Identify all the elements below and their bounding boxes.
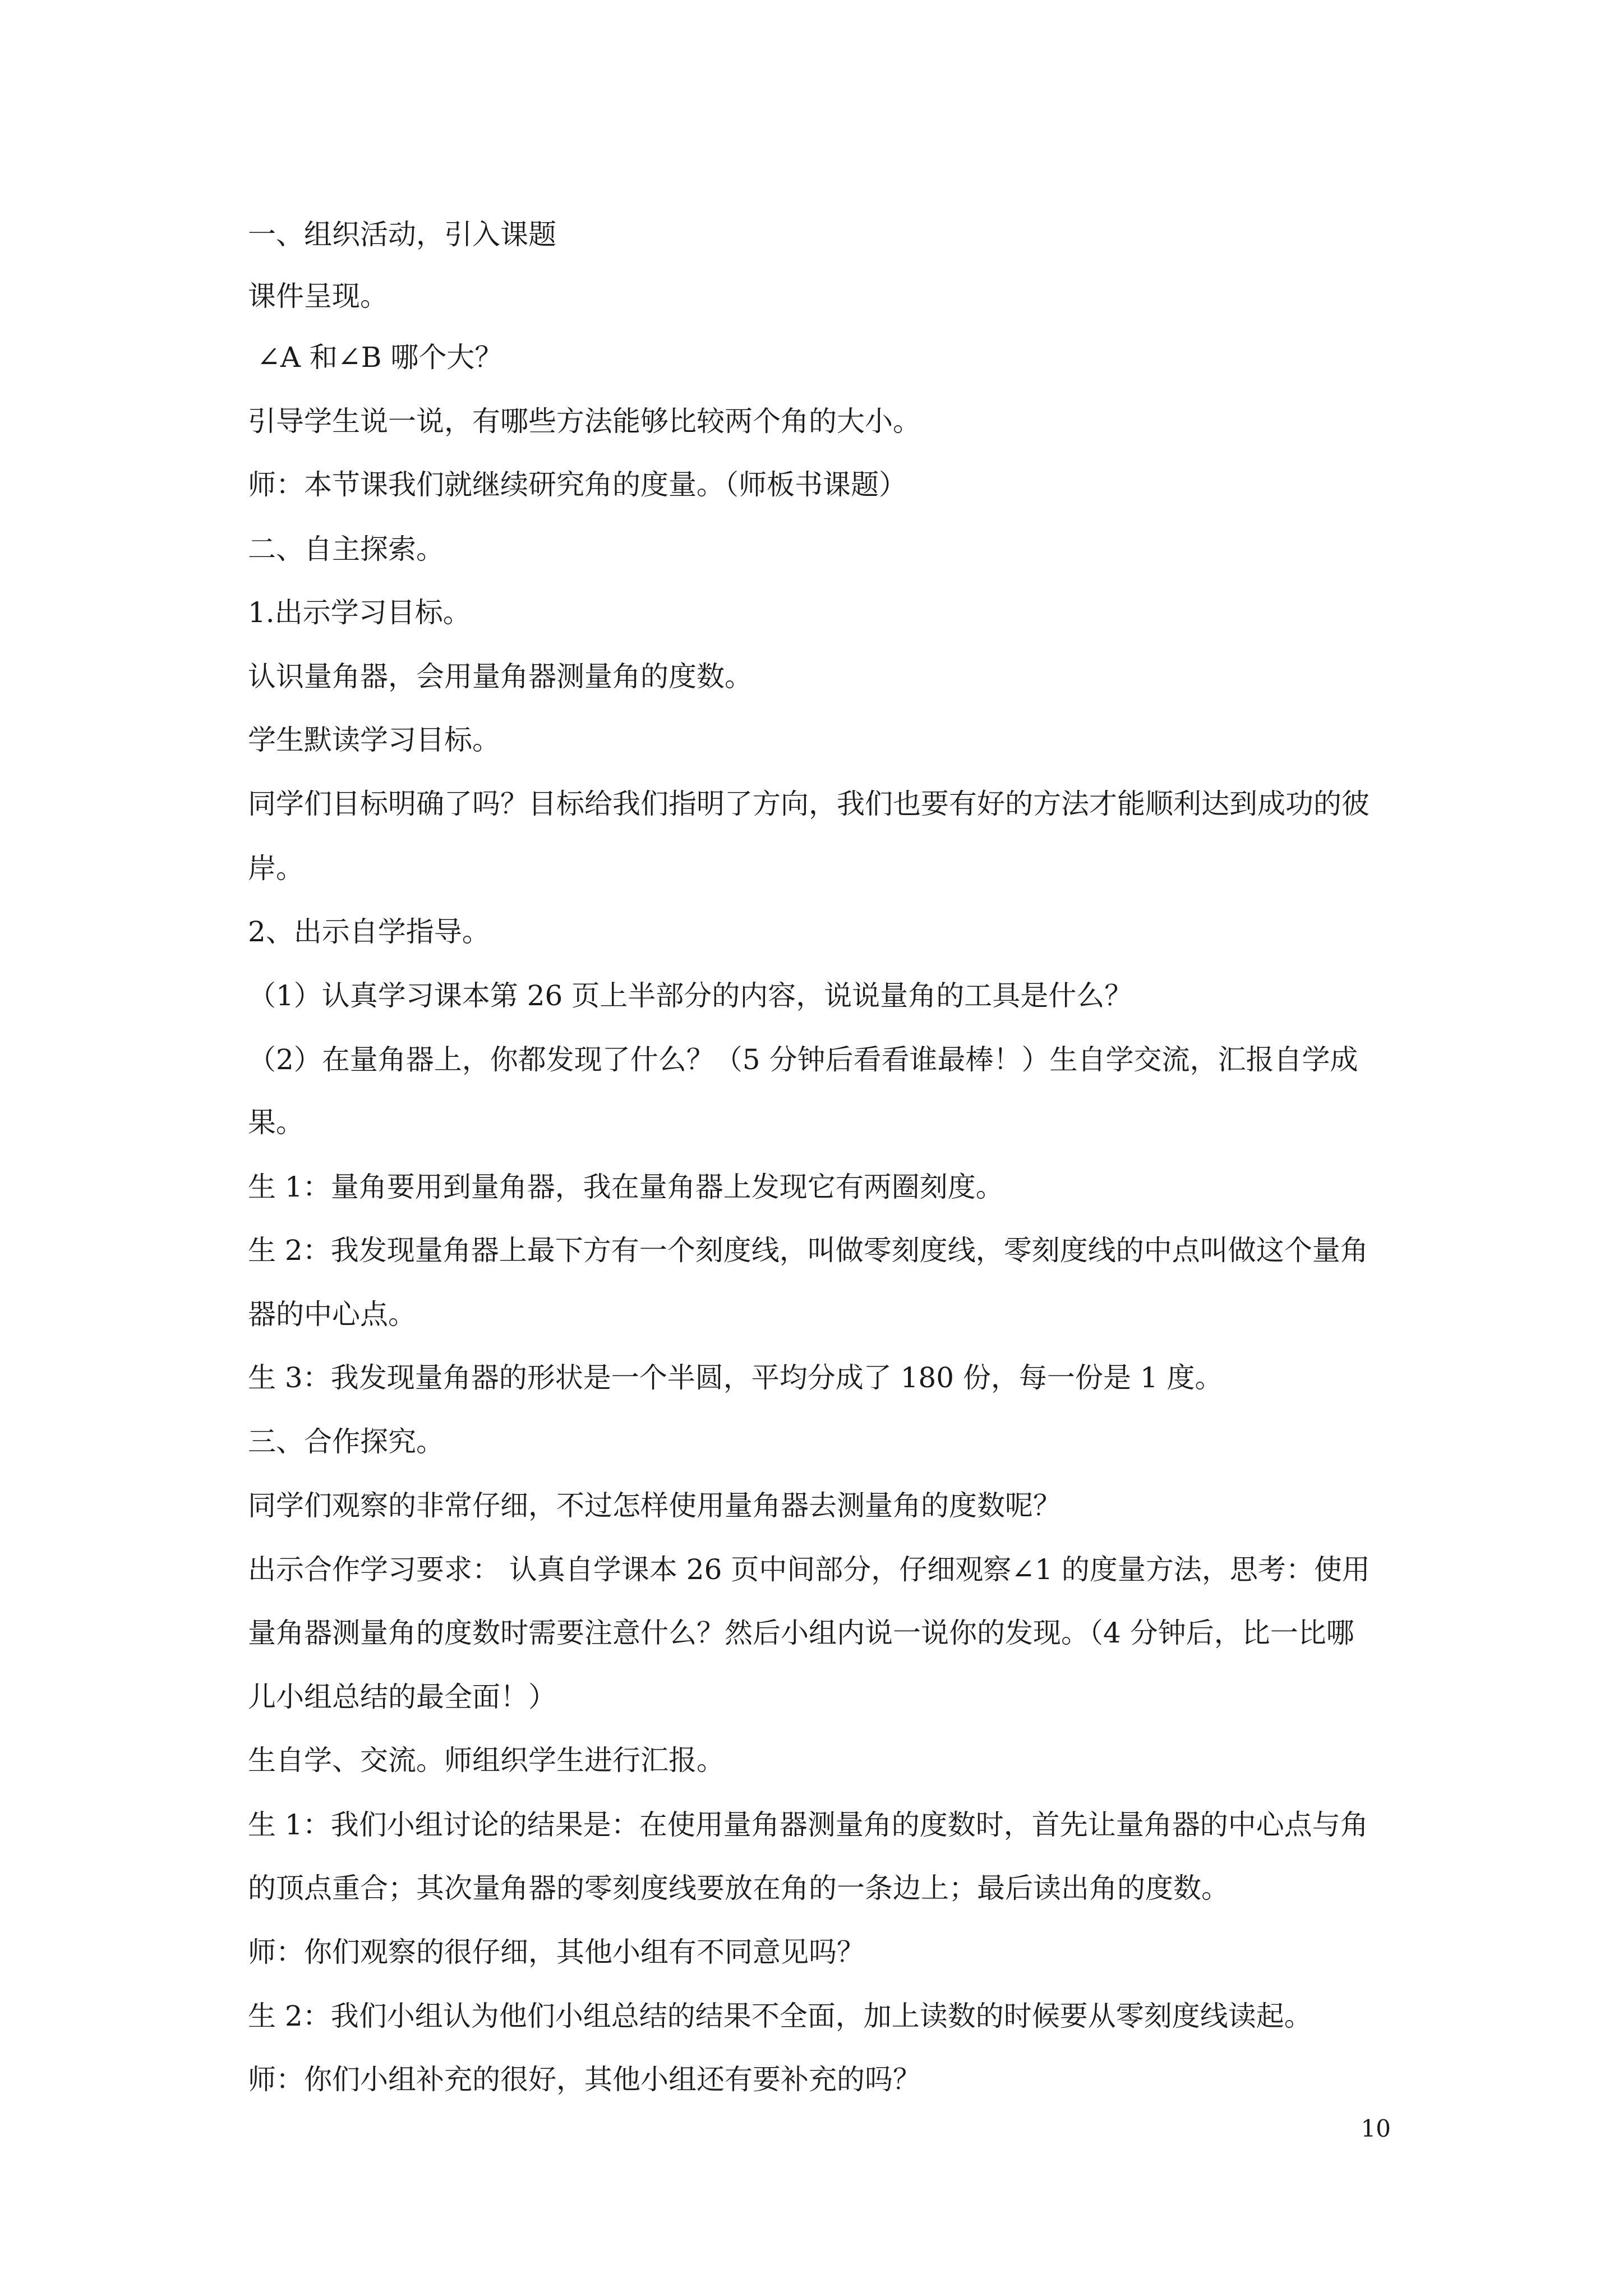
paragraph-line: 果。: [248, 1106, 304, 1139]
section-heading-3: 三、合作探究。: [248, 1425, 444, 1458]
paragraph-line: 生 1：我们小组讨论的结果是：在使用量角器测量角的度数时，首先让量角器的中心点与角: [248, 1809, 1368, 1841]
paragraph-line: 生 1：量角要用到量角器，我在量角器上发现它有两圈刻度。: [248, 1171, 1004, 1203]
paragraph-line: 儿小组总结的最全面！）: [248, 1681, 556, 1713]
paragraph-line: 生 3：我发现量角器的形状是一个半圆，平均分成了 180 份，每一份是 1 度。: [248, 1361, 1223, 1394]
paragraph-line: 器的中心点。: [248, 1298, 416, 1331]
paragraph-line: 岸。: [248, 852, 304, 885]
paragraph-line: 认识量角器，会用量角器测量角的度数。: [248, 660, 753, 693]
paragraph-line: 同学们目标明确了吗？目标给我们指明了方向，我们也要有好的方法才能顺利达到成功的彼: [248, 788, 1370, 820]
section-heading-1: 一、组织活动，引入课题: [248, 218, 556, 251]
paragraph-line: 师：你们小组补充的很好，其他小组还有要补充的吗？: [248, 2063, 921, 2096]
paragraph-line: 课件呈现。: [248, 280, 388, 312]
paragraph-line: ∠A 和∠B 哪个大？: [257, 341, 503, 374]
paragraph-line: 的顶点重合；其次量角器的零刻度线要放在角的一条边上；最后读出角的度数。: [248, 1872, 1229, 1904]
paragraph-line: 学生默读学习目标。: [248, 724, 500, 756]
paragraph-line: 2、出示自学指导。: [248, 915, 490, 948]
paragraph-line: 量角器测量角的度数时需要注意什么？然后小组内说一说你的发现。（4 分钟后，比一比哪: [248, 1617, 1354, 1649]
paragraph-line: 1.出示学习目标。: [248, 596, 471, 629]
paragraph-line: 生自学、交流。师组织学生进行汇报。: [248, 1744, 725, 1777]
paragraph-line: 出示合作学习要求： 认真自学课本 26 页中间部分，仔细观察∠1 的度量方法，思考：使用: [248, 1553, 1370, 1586]
paragraph-line: （2）在量角器上，你都发现了什么？（5 分钟后看看谁最棒！）生自学交流，汇报自学成: [248, 1043, 1358, 1076]
paragraph-line: 师：你们观察的很仔细，其他小组有不同意见吗？: [248, 1936, 865, 1968]
paragraph-line: 引导学生说一说，有哪些方法能够比较两个角的大小。: [248, 405, 921, 438]
paragraph-line: 生 2：我发现量角器上最下方有一个刻度线，叫做零刻度线，零刻度线的中点叫做这个量角: [248, 1234, 1368, 1267]
paragraph-line: 同学们观察的非常仔细，不过怎样使用量角器去测量角的度数呢？: [248, 1489, 1061, 1522]
section-heading-2: 二、自主探索。: [248, 533, 444, 565]
paragraph-line: 师：本节课我们就继续研究角的度量。（师板书课题）: [248, 468, 907, 501]
page-number: 10: [1361, 2115, 1391, 2142]
paragraph-line: （1）认真学习课本第 26 页上半部分的内容，说说量角的工具是什么？: [248, 979, 1133, 1012]
paragraph-line: 生 2：我们小组认为他们小组总结的结果不全面，加上读数的时候要从零刻度线读起。: [248, 2000, 1312, 2032]
